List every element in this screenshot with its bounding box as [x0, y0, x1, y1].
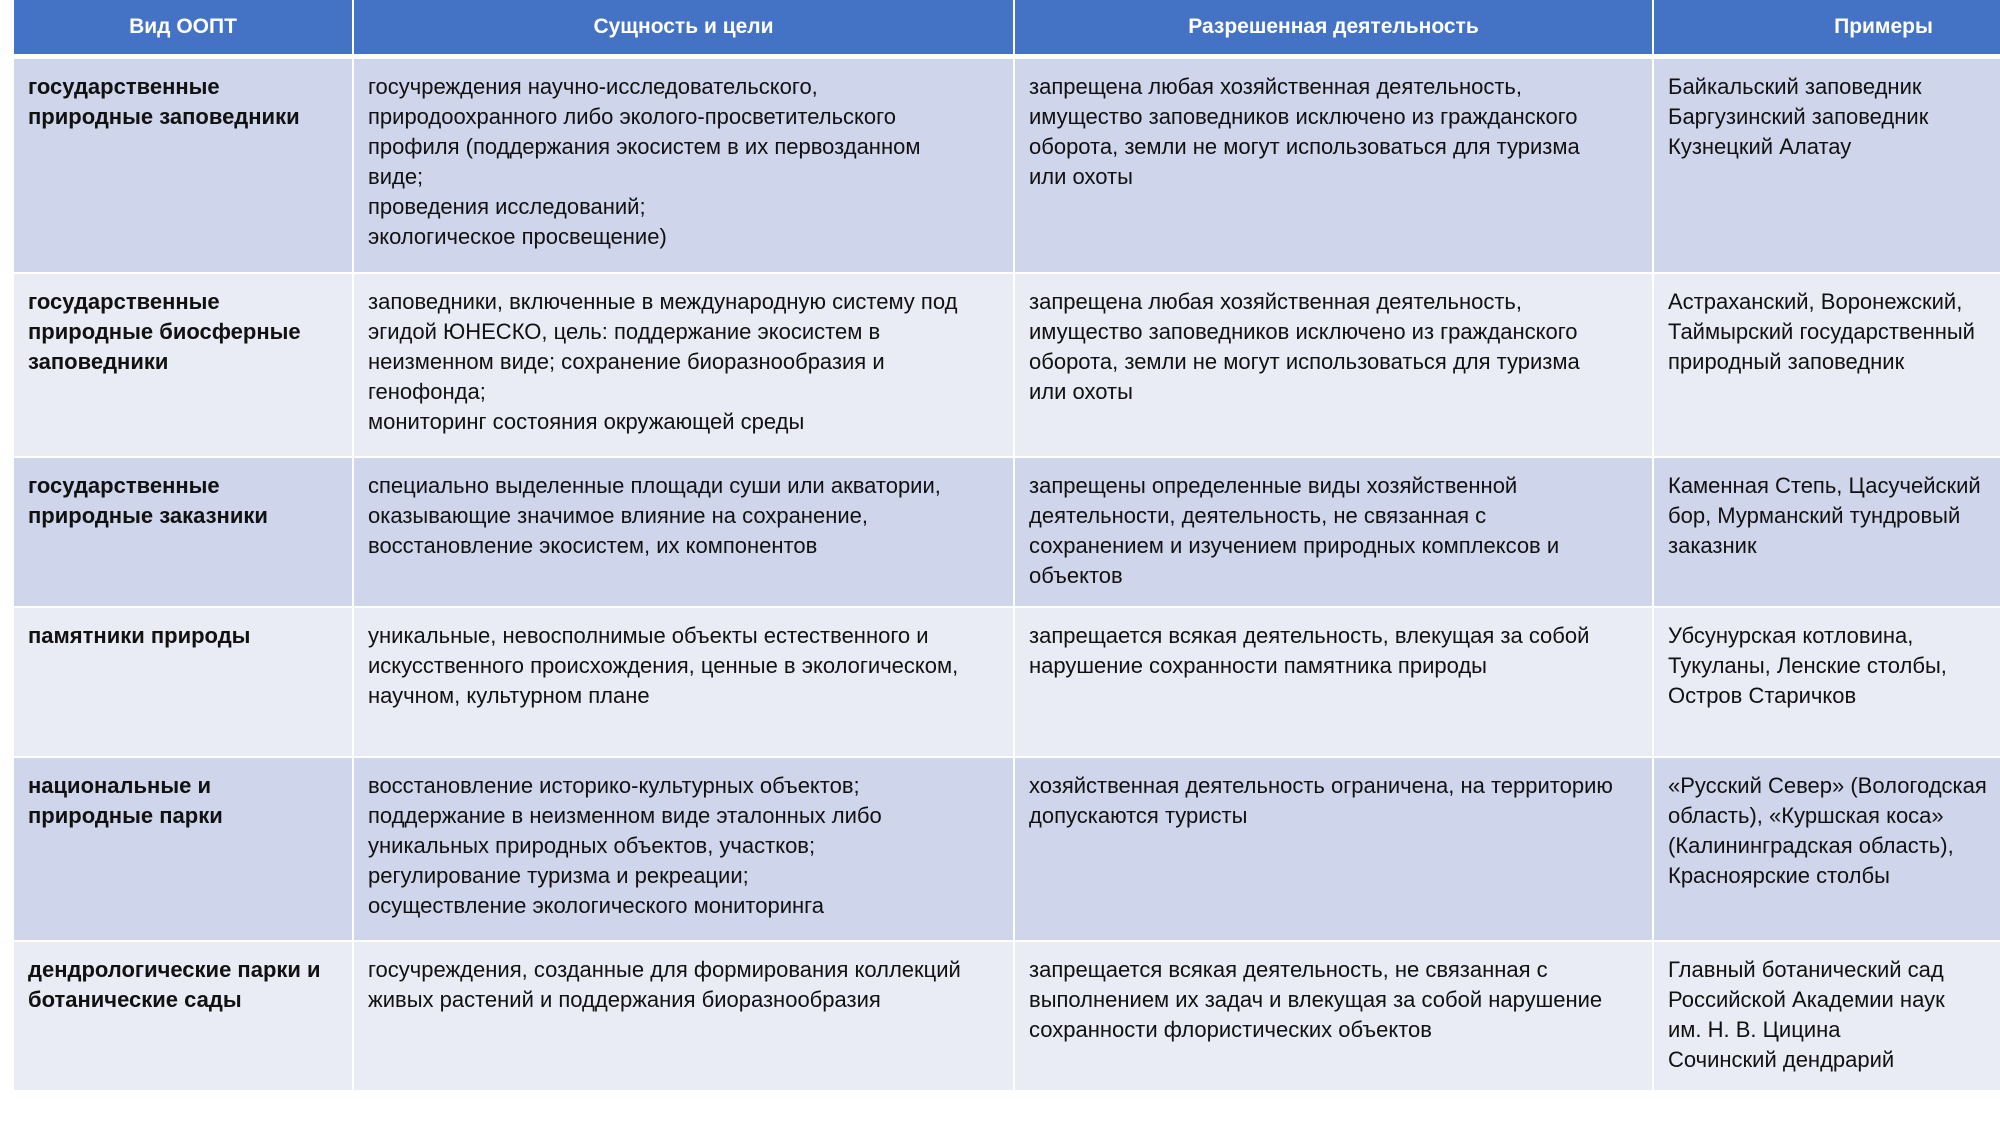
- essence-cell: [353, 57, 1014, 273]
- cell-line: экологическое просвещение): [368, 224, 667, 249]
- cell-line: Сочинский дендрарий: [1668, 1046, 1895, 1072]
- cell-line: запрещается всякая деятельность, не связанная с: [1029, 956, 1548, 982]
- cell-line: Остров Старичков: [1668, 682, 1857, 708]
- cell-line: бор, Мурманский тундровый: [1668, 502, 1961, 528]
- cell-line: поддержание в неизменном виде эталонных либо: [368, 802, 882, 828]
- cell-line: им. Н. В. Цицина: [1668, 1016, 1841, 1042]
- cell-line: Красноярские столбы: [1668, 862, 1890, 888]
- cell-line: госучреждения, созданные для формирования коллекций: [368, 956, 961, 982]
- cell-line: или охоты: [1029, 164, 1133, 189]
- header-examples: Примеры: [1653, 0, 2000, 57]
- cell-line: национальные и: [28, 772, 211, 798]
- essence-cell: [353, 941, 1014, 1091]
- cell-line: генофонда;: [368, 378, 486, 404]
- cell-line: природоохранного либо эколого-просветительского: [368, 104, 896, 129]
- cell-line: хозяйственная деятельность ограничена, на территорию: [1029, 772, 1613, 798]
- cell-line: заповедники, включенные в международную систему под: [368, 288, 958, 314]
- type-cell: [14, 57, 353, 273]
- table-row: [14, 607, 2000, 757]
- cell-line: Таймырский государственный: [1668, 318, 1975, 344]
- examples-cell: [1653, 57, 2000, 273]
- essence-cell: [353, 607, 1014, 757]
- cell-line: заповедники: [28, 348, 169, 374]
- cell-line: государственные: [28, 472, 220, 498]
- header-allowed: Разрешенная деятельность: [1014, 0, 1653, 57]
- cell-line: Каменная Степь, Цасучейский: [1668, 472, 1981, 498]
- table-row: [14, 273, 2000, 457]
- allowed-cell: [1014, 457, 1653, 607]
- cell-line: запрещены определенные виды хозяйственной: [1029, 472, 1518, 498]
- table-row: [14, 57, 2000, 273]
- allowed-cell: [1014, 607, 1653, 757]
- allowed-cell: [1014, 273, 1653, 457]
- cell-line: памятники природы: [28, 622, 251, 648]
- cell-line: научном, культурном плане: [368, 682, 650, 708]
- cell-line: эгидой ЮНЕСКО, цель: поддержание экосистем в: [368, 318, 881, 344]
- examples-cell: [1653, 941, 2000, 1091]
- table-row: [14, 941, 2000, 1091]
- cell-line: оборота, земли не могут использоваться для туризма: [1029, 348, 1580, 374]
- cell-line: уникальных природных объектов, участков;: [368, 832, 816, 858]
- cell-line: выполнением их задач и влекущая за собой нарушение: [1029, 986, 1603, 1012]
- cell-line: виде;: [368, 164, 424, 189]
- oopt-table-container: [14, 0, 2000, 1092]
- cell-line: деятельности, деятельность, не связанная с: [1029, 502, 1487, 528]
- essence-cell: [353, 757, 1014, 941]
- cell-line: сохранением и изучением природных комплексов и: [1029, 532, 1560, 558]
- header-type: Вид ООПТ: [14, 0, 353, 57]
- table-row: [14, 757, 2000, 941]
- cell-line: уникальные, невосполнимые объекты естественного и: [368, 622, 929, 648]
- cell-line: (Калининградская область),: [1668, 832, 1954, 858]
- examples-cell: [1653, 607, 2000, 757]
- cell-line: живых растений и поддержания биоразнообразия: [368, 986, 881, 1012]
- cell-line: природный заповедник: [1668, 348, 1905, 374]
- cell-line: Астраханский, Воронежский,: [1668, 288, 1963, 314]
- examples-cell: [1653, 273, 2000, 457]
- cell-line: Кузнецкий Алатау: [1668, 134, 1852, 159]
- type-cell: [14, 941, 353, 1091]
- cell-line: запрещается всякая деятельность, влекущая за собой: [1029, 622, 1590, 648]
- type-cell: [14, 457, 353, 607]
- essence-cell: [353, 273, 1014, 457]
- cell-line: природные парки: [28, 802, 223, 828]
- cell-line: сохранности флористических объектов: [1029, 1016, 1432, 1042]
- cell-line: госучреждения научно-исследовательского,: [368, 74, 818, 99]
- cell-line: или охоты: [1029, 378, 1133, 404]
- cell-line: объектов: [1029, 562, 1123, 588]
- cell-line: оборота, земли не могут использоваться для туризма: [1029, 134, 1580, 159]
- essence-cell: [353, 457, 1014, 607]
- cell-line: природные заказники: [28, 502, 268, 528]
- cell-line: государственные: [28, 74, 220, 99]
- cell-line: Тукуланы, Ленские столбы,: [1668, 652, 1947, 678]
- type-cell: [14, 273, 353, 457]
- cell-line: Байкальский заповедник: [1668, 74, 1922, 99]
- type-cell: [14, 757, 353, 941]
- cell-line: регулирование туризма и рекреации;: [368, 862, 749, 888]
- table-header-row: [14, 0, 2000, 57]
- cell-line: искусственного происхождения, ценные в экологическом,: [368, 652, 959, 678]
- table-row: [14, 457, 2000, 607]
- cell-line: ботанические сады: [28, 986, 242, 1012]
- cell-line: запрещена любая хозяйственная деятельность,: [1029, 74, 1522, 99]
- cell-line: имущество заповедников исключено из гражданского: [1029, 104, 1578, 129]
- type-cell: [14, 607, 353, 757]
- cell-line: «Русский Север» (Вологодская: [1668, 772, 1987, 798]
- cell-line: Баргузинский заповедник: [1668, 104, 1929, 129]
- cell-line: Российской Академии наук: [1668, 986, 1945, 1012]
- cell-line: оказывающие значимое влияние на сохранение,: [368, 502, 868, 528]
- examples-cell: [1653, 457, 2000, 607]
- cell-line: профиля (поддержания экосистем в их первозданном: [368, 134, 921, 159]
- cell-line: неизменном виде; сохранение биоразнообразия и: [368, 348, 885, 374]
- cell-line: специально выделенные площади суши или акватории,: [368, 472, 941, 498]
- cell-line: Убсунурская котловина,: [1668, 622, 1914, 648]
- cell-line: природные заповедники: [28, 104, 300, 129]
- cell-line: восстановление историко-культурных объектов;: [368, 772, 860, 798]
- cell-line: осуществление экологического мониторинга: [368, 892, 824, 918]
- oopt-table: [14, 0, 2000, 1092]
- cell-line: заказник: [1668, 532, 1757, 558]
- cell-line: допускаются туристы: [1029, 802, 1248, 828]
- cell-line: государственные: [28, 288, 220, 314]
- cell-line: природные биосферные: [28, 318, 301, 344]
- cell-line: Главный ботанический сад: [1668, 956, 1944, 982]
- cell-line: нарушение сохранности памятника природы: [1029, 652, 1487, 678]
- cell-line: дендрологические парки и: [28, 956, 321, 982]
- cell-line: запрещена любая хозяйственная деятельность,: [1029, 288, 1522, 314]
- examples-cell: [1653, 757, 2000, 941]
- cell-line: восстановление экосистем, их компонентов: [368, 532, 818, 558]
- header-essence: Сущность и цели: [353, 0, 1014, 57]
- allowed-cell: [1014, 757, 1653, 941]
- cell-line: мониторинг состояния окружающей среды: [368, 408, 805, 434]
- cell-line: проведения исследований;: [368, 194, 646, 219]
- allowed-cell: [1014, 941, 1653, 1091]
- cell-line: область), «Куршская коса»: [1668, 802, 1944, 828]
- allowed-cell: [1014, 57, 1653, 273]
- cell-line: имущество заповедников исключено из гражданского: [1029, 318, 1578, 344]
